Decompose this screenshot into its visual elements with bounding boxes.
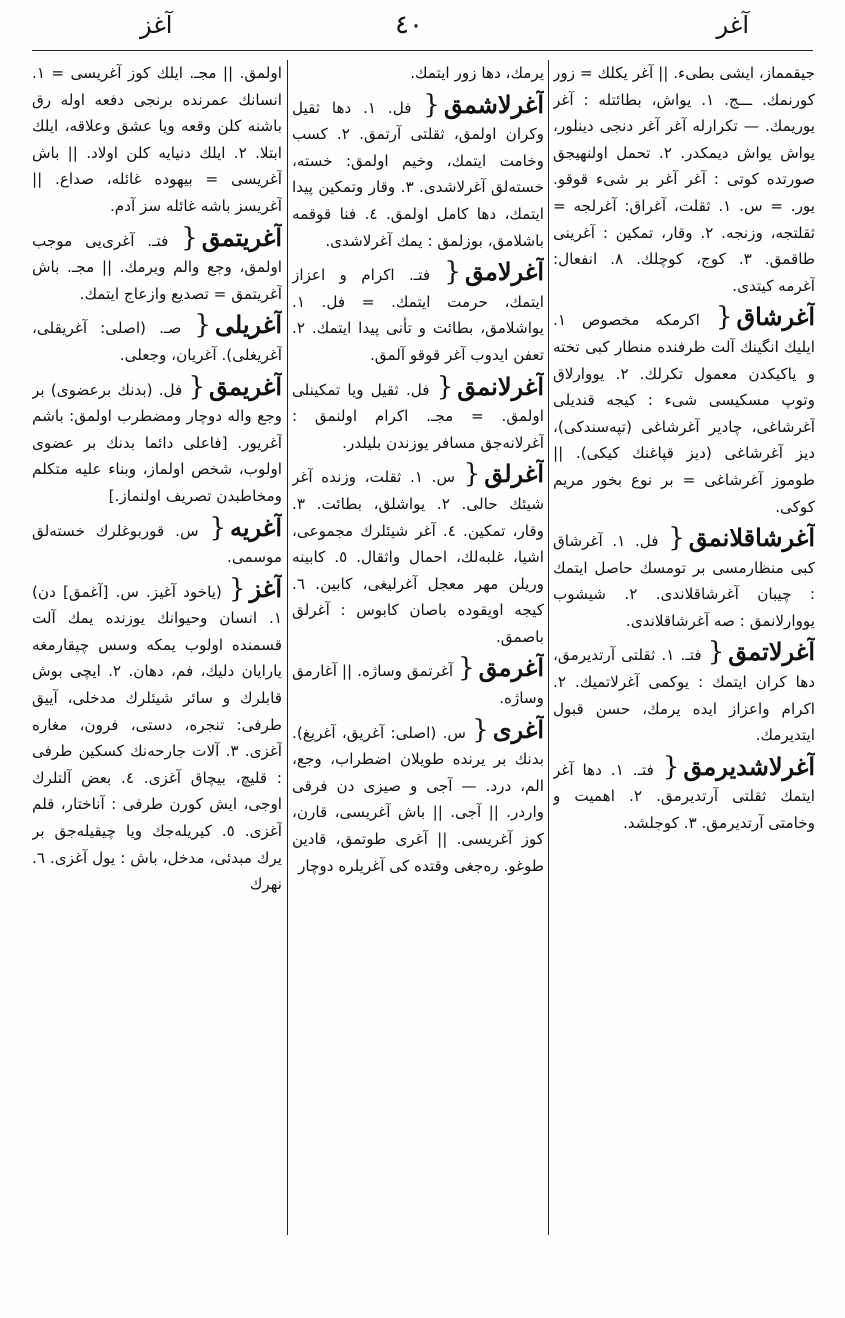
dictionary-entry — [292, 256, 544, 368]
dictionary-entry — [553, 751, 815, 837]
entry-headword: آغریه — [230, 512, 282, 542]
entry-definition: یرمك، دها زور ایتمك. — [410, 64, 544, 82]
entry-definition: فل. ١. آغرشاق کبی منظارمسی بر تومسك حاصل ایتمك : چیبان آغرشاقلاندی. ٢. شیشوب یووارلانمق : صه آغرشاقلاندی. — [553, 532, 815, 630]
dictionary-entry — [32, 512, 282, 571]
column-divider — [548, 60, 549, 1235]
entry-headword: آغرلق — [484, 459, 544, 489]
entry-definition: فتـ. آغری‌یی موجب اولمق، وجع والم ویرمك. || مجـ. باش آغریتمق = تصدیع وازعاج ایتمك. — [32, 231, 282, 303]
dictionary-entry — [292, 652, 544, 711]
column-divider — [287, 60, 288, 1235]
page-number: ٤٠ — [395, 10, 423, 40]
brace-glyph: { — [181, 222, 198, 253]
running-head-right: آغر — [716, 11, 749, 39]
brace-glyph: { — [458, 653, 475, 684]
brace-glyph: { — [472, 714, 489, 745]
entry-headword: آغری — [492, 714, 544, 744]
dictionary-entry — [553, 301, 815, 520]
brace-glyph: { — [707, 637, 725, 668]
entry-definition: فتـ. ١. ثقلتی آرتدیرمق، دها کران ایتمك : یوکمی آغرلاتمیك. ٢. اکرام واعزاز ایده یرمك، حسن قبول ایتدیرمك. — [553, 646, 815, 745]
brace-glyph: { — [668, 523, 685, 554]
entry-definition: فتـ. اکرام و اعزاز ایتمك، حرمت ایتمك. = فل. ١. یواشلامق، بطائت و تأنی پیدا ایتمك. ٢. تعفن ایدوب آغر قوقو آلمق. — [292, 266, 544, 364]
entry-headword: آغرشاقلانمق — [688, 523, 815, 553]
brace-glyph: { — [228, 573, 246, 604]
dictionary-entry — [553, 60, 815, 299]
dictionary-entry — [292, 458, 544, 650]
dictionary-entry — [32, 371, 282, 510]
entry-definition: س. قوربوغلرك خسته‌لق موسمی. — [32, 521, 282, 567]
entry-definition: فل. ١. دها ثقیل وکران اولمق، ثقلتی آرتمق. ٢. کسب وخامت ایتمك، وخیم اولمق: خسته، خسته‌لق آغرلاشدی. ٣. وقار وتمکین پیدا ایتمك، دها کامل اولمق. ٤. فنا قوقمه باشلامق، بوزلمق : یمك آغرلاشدی. — [292, 98, 544, 250]
entry-definition: جیقمماز، ایشی بطیء. || آغر یکلك = زور کورنمك. ـــج. ١. یواش، بطائتله : آغر یوریمك. — تکرارله آغر آغر دنجی دینلور، یواش یواش دیمکدر. ٢. تحمل اولنهیجق صورتده کوتی : آغر آغر بر شیء قوقو. یور. = س. ١. ثقلت، آغراق: آغرلجه = ثقلتجه، وزنجه. ٢. وقار، تمکین : آغرینی طاقمق. ٣. کوج، کوچلك. ۸. انفعال: آغرمه کیتدی. — [553, 64, 815, 295]
entry-headword: آغرلاشمق — [443, 89, 544, 119]
entry-headword: آغریتمق — [201, 222, 282, 252]
entry-headword: آغرلاشدیرمق — [683, 751, 815, 781]
column-left — [32, 60, 282, 1240]
entry-headword: آغرلامق — [464, 257, 544, 287]
brace-glyph: { — [423, 89, 440, 120]
brace-glyph: { — [188, 371, 205, 402]
entry-definition: آغرتمق وساژه. || آغارمق وساژه. — [292, 662, 544, 708]
brace-glyph: { — [436, 371, 454, 402]
entry-headword: آغرشاق — [736, 302, 815, 332]
entry-definition: فل. (بدنك برعضوی) بر وجع واله دوچار ومضطرب اولمق: باشم آغریور. [فاعلی دائما بدنك بر عضوی اولوب، شخص اولماز، وبناء علیه متکلم ومخاطبدن تصریف اولنماز.] — [32, 380, 282, 505]
dictionary-entry — [32, 309, 282, 368]
column-right — [553, 60, 815, 1240]
entry-headword: آغرلانمق — [457, 371, 544, 401]
dictionary-entry — [292, 371, 544, 457]
dictionary-entry — [32, 222, 282, 308]
dictionary-entry — [553, 636, 815, 748]
entry-definition: فتـ. ١. دها آغر ایتمك ثقلتی آرتدیرمق. ٢. اهمیت و وخامتی آرتدیرمق. ٣. کوجلشد. — [553, 760, 815, 833]
brace-glyph: { — [444, 257, 461, 288]
entry-headword: آغرمق — [478, 653, 544, 683]
entry-definition: فل. ثقیل ویا تمکینلی اولمق. = مجـ. اکرام اولنمق : آغرلانه‌جق مسافر یوزندن بلیلدر. — [292, 380, 544, 452]
entry-headword: آغریلی — [214, 310, 282, 340]
dictionary-entry — [292, 89, 544, 255]
brace-glyph: { — [194, 310, 211, 341]
entry-headword: آغرلاتمق — [728, 637, 815, 667]
entry-headword: آغز — [249, 573, 282, 603]
running-head-left: آغز — [140, 11, 173, 39]
header-rule — [32, 50, 813, 51]
entry-headword: آغریمق — [208, 371, 282, 401]
entry-definition: س. ١. ثقلت، وزنده آغر شیئك حالی. ٢. یواشلق، بطائت. ٣. وقار، تمکین. ٤. آغر شیئلرك مجموعی، اشیا، غلبه‌لك، احمال واثقال. ٥. کابینه وریلن مهر معجل آغرلیغی، کابین. ٦. کیجه اویقوده باصان کابوس : آغرلق باصمق. — [292, 468, 544, 646]
entry-definition: اولمق. || مجـ. ایلك کوز آغریسی = ١. انسانك عمرنده برنجی دفعه اوله رق باشنه کلن وقعه ویا عشق وعلاقه، ایلك ابتلا. ٢. ایلك دنیایه کلن اولاد. || باش آغریسی = بیهوده غائله، صداع. || آغریسز باشه غائله سز آدم. — [32, 64, 282, 215]
brace-glyph: { — [209, 512, 226, 543]
entry-definition: (یاخود آغیز. س. [آغمق] دن) ١. انسان وحیوانك یوزنده یمك آلت قسمنده اولوب یمکه وسس چیقارمغه یارایان دلیك، فم، دهان. ٢. ایچی بوش قابلرك و سائر شیئلرك مدخلی، آییق طرفی: تنجره، دستی، فرون، مغاره آغزی. ٣. آلات جارحه‌نك کسکین طرفی : قلیچ، بیچاق آغزی. ٤. بعض آلتلرك اوجی، ایش کورن طرفی : آناختار، قلم آغزی. ٥. کیریله‌جك ویا چیقیله‌جق بر یرك مبدئی، مدخل، باش : یول آغزی. ٦. نهرك — [32, 582, 282, 894]
brace-glyph: { — [662, 751, 680, 782]
brace-glyph: { — [715, 302, 733, 333]
dictionary-entry — [32, 60, 282, 220]
dictionary-entry — [292, 714, 544, 880]
dictionary-entry — [32, 573, 282, 898]
entry-definition: س. (اصلی: آغریق، آغریغ). بدنك بر یرنده طویلان اضطراب، وجع، الم، درد. — آجی و صیزی دن فرقی واردر. || آجی. || باش آغریسی، قارن، کوز آغریسی. || آغری طوتمق، قادین طوغو. ره‌جغی وقتده کی آغریلره دوچار — [292, 723, 544, 875]
brace-glyph: { — [463, 459, 481, 490]
dictionary-entry — [292, 60, 544, 87]
column-middle — [292, 60, 544, 1240]
entry-definition: صـ. (اصلی: آغریقلی، آغریغلی). آغریان، وجعلی. — [32, 319, 282, 364]
entry-definition: اکرمکه مخصوص ١. ایلیك انگینك آلت طرفنده منطار کبی تخته و یاکیکدن معمول تکرلك. ٢. یووارلاق وتوپ مسکیسی شیء : کیجه قندیلی آغرشاغی، چادیر آغرشاغی (تپه‌سندکی)، دیز آغرشاغی (دیز قپاغنك کیکی). || طوموز آغرشاغی = بر نوع بخور مریم کوکی. — [553, 311, 815, 516]
dictionary-entry — [553, 522, 815, 634]
